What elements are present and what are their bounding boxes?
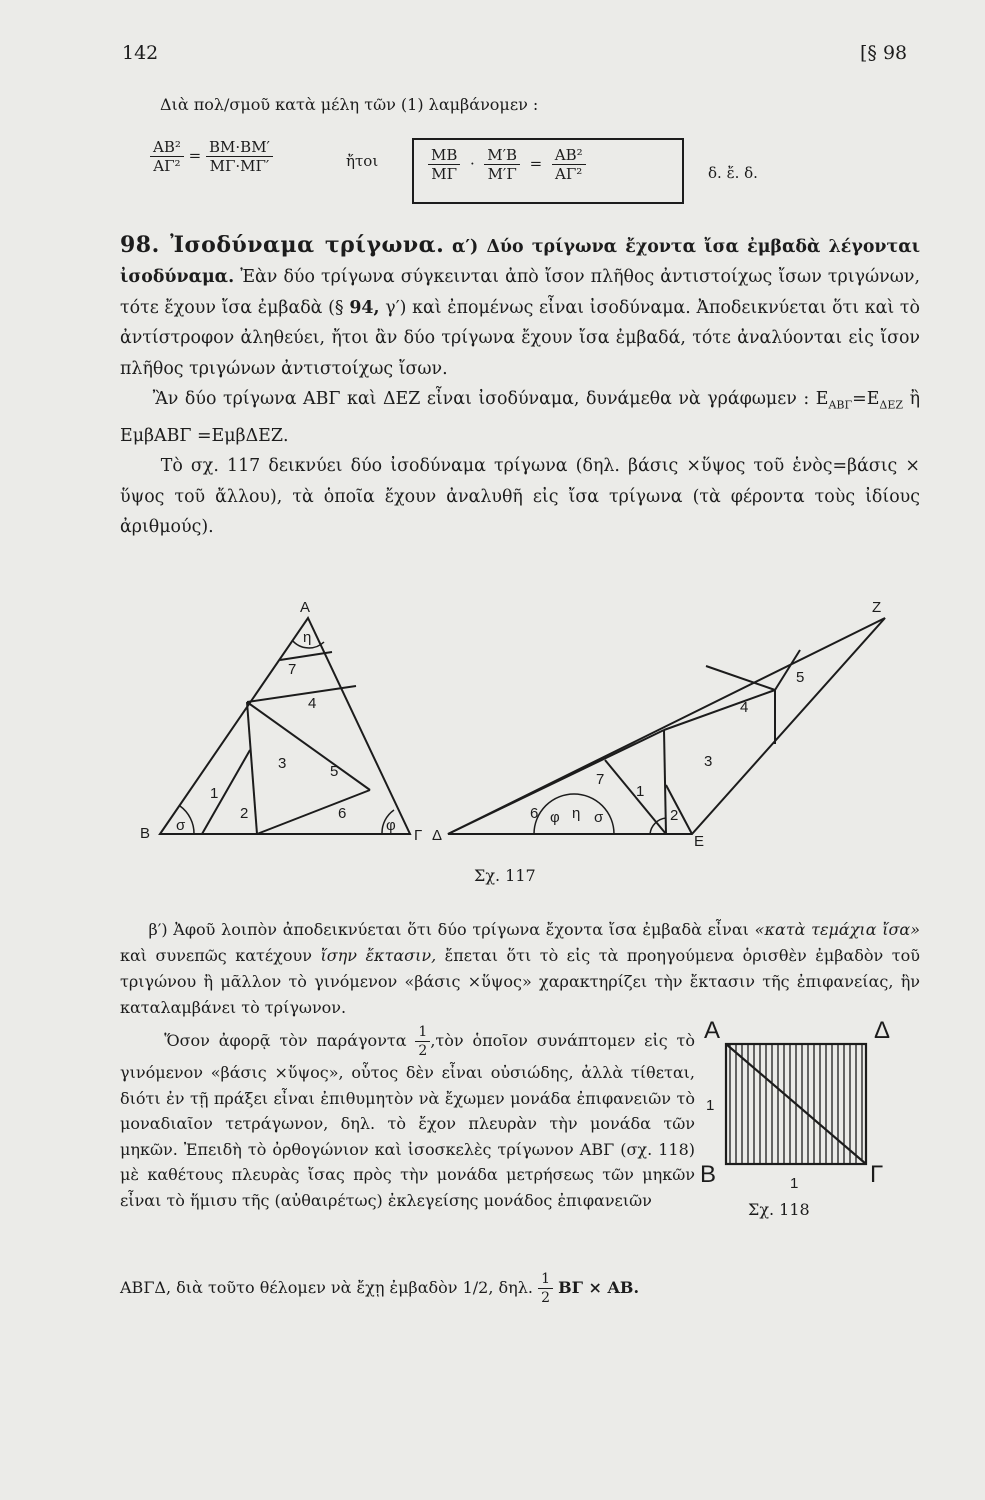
section-ref-94: 94, [349,297,380,318]
qed-mark: δ. ἔ. δ. [708,164,758,182]
vertex-E: Ε [694,833,705,850]
region-1: 1 [210,785,219,802]
formula-ratio [150,138,273,175]
vertex-D-118: Δ [874,1017,891,1044]
vertex-D: Δ [432,827,443,844]
angle-arcs-left [180,640,394,834]
subscript: ΔΕΖ [879,398,904,412]
intro-line: Διὰ πολ/σμοῦ κατὰ μέλη τῶν (1) λαμβάνομεν : [160,95,539,114]
equals-sign: = [188,146,202,165]
fraction-one-half: $\frac{1}{2}$ [415,1023,430,1060]
eitoi-word: ἤτοι [346,152,379,170]
figure-117 [110,590,900,850]
fraction-bm-mg: $\frac{BM\cdot BM'}{M\Gamma\cdot M\Gamma'}$ [206,138,273,175]
paragraph-text: Τὸ σχ. 117 δεικνύει δύο ἰσοδύναμα τρίγωνα (δηλ. βάσις ×ὕψος τοῦ ἑνὸς=βάσις × ὕψος τοῦ ἄλλου), τὰ ὁποῖα ἔχουν ἀναλυθῆ εἰς ἴσα τρίγωνα (τὰ φέροντα τοὺς ἰδίους ἀριθμούς). [120,456,920,538]
vertex-A-118: Α [704,1017,721,1044]
region-3: 3 [278,755,287,772]
hatch-vertical-lower [730,1044,856,1164]
vertex-A: Α [300,599,311,616]
equals-sign: = [529,154,543,173]
section-half-factor: Ὅσον ἀφορᾷ τὸν παράγοντα $\frac{1}{2}$ ,τὸν ὁποῖον συνάπτομεν εἰς τὸ γινόμενον «βάσις ×ὕψος», οὗτος δὲν εἶναι οὐσιώδης, ἀλλὰ τίθεται, διότι ἐν τῇ πράξει εἶναι ἐπιθυμητὸν νὰ ἔχωμεν μονάδα ἐπιφανειῶν τὸ μοναδιαῖον τετράγωνον, δηλ. τὸ ἔχον πλευρὰν τὴν μονάδα τῶν μηκῶν. Ἐπειδὴ τὸ ὀρθογώνιον καὶ ἰσοσκελὲς τρίγωνον ΑΒΓ (σχ. 118) μὲ καθέτους πλευρὰς ἴσας πρὸς τὴν μονάδα μετρήσεως τῶν μηκῶν εἶναι τὸ ἥμισυ τῆς (αὐθαιρέτως) ἐκλεγείσης μονάδος ἐπιφανειῶν [120,1024,695,1210]
region-6: 6 [338,805,347,822]
angle-eta: η [303,629,312,646]
angle-phi: φ [386,817,396,834]
fraction-mb-mg: $\frac{MB}{M\Gamma}$ [428,146,460,183]
region-4r: 4 [740,699,749,716]
labels-right-triangle [432,599,881,850]
region-4: 4 [308,695,317,712]
region-7r: 7 [596,771,605,788]
paragraph-text: Ἂν δύο τρίγωνα ΑΒΓ καὶ ΔΕΖ εἶναι ἰσοδύναμα, δυνάμεθα νὰ γράφωμεν : [152,389,810,410]
closing-line: ΑΒΓΔ, διὰ τοῦτο θέλομεν νὰ ἔχῃ ἐμβαδὸν 1/2, δηλ. $\frac{1}{2}$ ΒΓ × ΑΒ. [120,1271,640,1306]
vertex-B-118: Β [700,1161,717,1188]
fraction-ab-ag: $\frac{\text{ΑΒ²}}{\text{ΑΓ²}}$ [150,138,184,175]
angle-sigma-r: σ [594,809,604,826]
definition-a: α′) Δύο τρίγωνα ἔχοντα ἴσα ἐμβαδὰ λέγονται ἰσοδύναμα. [120,237,920,288]
side-label-bottom: 1 [790,1175,799,1192]
section-heading: 98. Ἰσοδύναμα τρίγωνα. [120,232,445,258]
region-2r: 2 [670,807,679,824]
fraction-one-half-2: $\frac{1}{2}$ [538,1270,553,1307]
region-7: 7 [288,661,297,678]
region-3r: 3 [704,753,713,770]
region-6r: 6 [530,805,539,822]
side-label-left: 1 [706,1097,715,1114]
dot-operator: · [469,154,475,173]
vertex-G: Γ [414,827,423,844]
region-1r: 1 [636,783,645,800]
paragraph-text: γ′) καὶ ἐπομένως εἶναι ἰσοδύναμα. Ἀποδεικνύεται ὅτι καὶ τὸ ἀντίστροφον ἀληθεύει, ἤτοι ἂν δύο τρίγωνα ἔχουν ἴσα ἐμβαδά, τότε ἀναλύονται εἰς ἴσον πλῆθος τριγώνων ἀντιστοίχως ἴσων. [120,297,920,379]
figure-118-caption: Σχ. 118 [748,1200,810,1219]
angle-sigma: σ [176,817,186,834]
region-5: 5 [330,763,339,780]
paragraph-text: Ἐὰν δύο τρίγωνα σύγκεινται ἀπὸ ἴσον πλῆθος ἀντιστοίχως ἴσων τριγώνων, τότε ἔχουν ἴσα ἐμβαδὰ (§ [120,267,920,318]
section-beta: β′) Ἀφοῦ λοιπὸν ἀποδεικνύεται ὅτι δύο τρίγωνα ἔχοντα ἴσα ἐμβαδὰ εἶναι «κατὰ τεμάχια ἴσα» καὶ συνεπῶς κατέχουν ἴσην ἔκτασιν, ἔπεται ὅτι τὸ εἰς τὰ προηγούμενα ὁρισθὲν ἐμβαδὸν τοῦ τριγώνου ἢ μᾶλλον τὸ γινόμενον «βάσις ×ὕψος» χαρακτηρίζει τὴν ἔκτασιν τῆς ἐπιφανείας, ἣν καταλαμβάνει τὸ τρίγωνον. [120,920,920,1017]
subscript: ΑΒΓ [828,398,853,412]
vertex-B: Β [140,825,151,842]
figure-117-caption: Σχ. 117 [474,866,536,885]
angle-eta-r: η [572,805,581,822]
page-number: 142 [122,42,159,64]
kata-temachia: «κατὰ τεμάχια ἴσα» [754,920,920,939]
section-reference: [§ 98 [860,42,908,64]
vertex-G-118: Γ [870,1161,884,1188]
region-5r: 5 [796,669,805,686]
triangle-abg [160,618,410,834]
section-98: 98. Ἰσοδύναμα τρίγωνα. α′) Δύο τρίγωνα ἔχοντα ἴσα ἐμβαδὰ λέγονται ἰσοδύναμα. Ἐὰν δύο τρίγωνα σύγκεινται ἀπὸ ἴσον πλῆθος ἀντιστοίχως ἴσων τριγώνων, τότε ἔχουν ἴσα ἐμβαδὰ (§ 94, γ′) καὶ ἐπομένως εἶναι ἰσοδύναμα. Ἀποδεικνύεται ὅτι καὶ τὸ ἀντίστροφον ἀληθεύει, ἤτοι ἂν δύο τρίγωνα ἔχουν ἴσα ἐμβαδά, τότε ἀναλύονται εἰς ἴσον πλῆθος τριγώνων ἀντιστοίχως ἴσων. Ἂν δύο τρίγωνα ΑΒΓ καὶ ΔΕΖ εἶναι ἰσοδύναμα, δυνάμεθα νὰ γράφωμεν : $E_{AB\Gamma}=E_{\Delta EZ}$ ἢ ΕμβΑΒΓ =ΕμβΔΕΖ. Τὸ σχ. 117 δεικνύει δύο ἰσοδύναμα τρίγωνα (δηλ. βάσις ×ὕψος τοῦ ἑνὸς=βάσις × ὕψος τοῦ ἄλλου), τὰ ὁποῖα ἔχουν ἀναλυθῆ εἰς ἴσα τρίγωνα (τὰ φέροντα τοὺς ἰδίους ἀριθμούς). [120,232,921,538]
triangle-dez [448,618,885,834]
fraction-m2b-m2g: $\frac{M'B}{M'\Gamma}$ [484,146,520,183]
isin-ektasin: ἴσην ἔκτασιν, [320,946,437,965]
angle-phi-r: φ [550,809,560,826]
boxed-formula [412,138,684,204]
region-2: 2 [240,805,249,822]
vertex-Z: Ζ [872,599,882,616]
figure-118 [690,1010,900,1195]
fraction-ab2-ag2: $\frac{\text{ΑΒ²}}{\text{ΑΓ²}}$ [552,146,586,183]
